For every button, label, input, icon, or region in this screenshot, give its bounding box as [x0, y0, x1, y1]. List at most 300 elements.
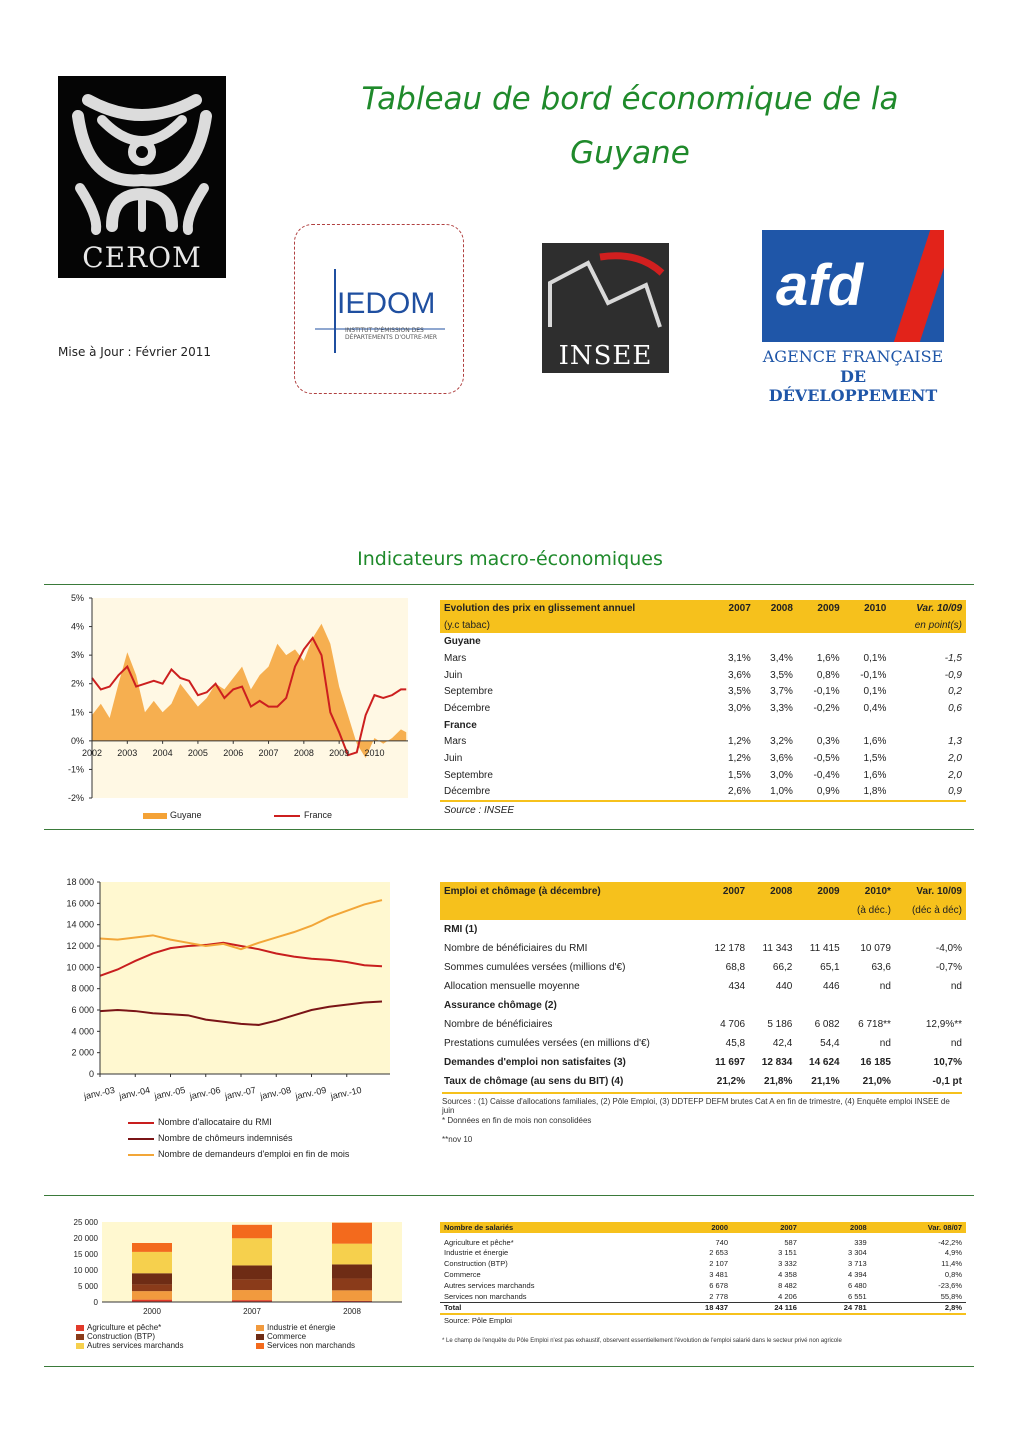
legend-row	[76, 1341, 406, 1350]
bar-segment	[132, 1252, 172, 1273]
y-tick-label: 10 000	[66, 962, 94, 973]
table-source: Source: Pôle Emploi	[440, 1314, 966, 1326]
row-label: Juin	[444, 753, 463, 765]
row-label: Agriculture et pêche*	[444, 1237, 514, 1247]
header-cell: 2010	[844, 600, 891, 617]
table-cell: 0,4%	[863, 702, 887, 714]
x-tick-label: janv.-07	[223, 1084, 257, 1102]
insee-logo	[542, 243, 669, 373]
table-cell: 10,7%	[933, 1057, 962, 1068]
table-cell: 6 678	[709, 1280, 728, 1290]
table-row	[440, 750, 966, 767]
table-cell: 3 304	[847, 1248, 867, 1258]
table-cell: 21,1%	[811, 1076, 840, 1087]
table-cell: 3,0%	[770, 769, 793, 781]
table-row	[440, 1072, 966, 1091]
table-cell: 0,6	[948, 702, 962, 714]
y-tick-label: 25 000	[73, 1218, 98, 1227]
row-label: Autres services marchands	[444, 1280, 535, 1290]
legend-swatch	[256, 1325, 264, 1331]
page-title	[300, 72, 960, 180]
row-label: Septembre	[444, 686, 493, 698]
group-row	[440, 996, 966, 1015]
x-tick-label: janv.-09	[294, 1084, 328, 1102]
source-row	[440, 801, 966, 819]
row-label: Construction (BTP)	[444, 1259, 508, 1269]
table-cell: 1,8%	[863, 786, 887, 798]
insee-mark-icon	[542, 243, 669, 338]
table-row	[440, 958, 966, 977]
table-cell: 1,3	[948, 736, 962, 748]
legend-label: Construction (BTP)	[87, 1332, 156, 1341]
chart-legend	[76, 1323, 406, 1350]
table-cell: 2,0	[948, 753, 962, 765]
table-cell: 740	[715, 1237, 728, 1247]
table-cell: 1,0%	[770, 786, 793, 798]
table-row	[440, 1237, 966, 1248]
table-source: Source : INSEE	[440, 801, 966, 819]
salaries-table	[440, 1222, 966, 1326]
header-cell: (à déc.)	[844, 901, 895, 920]
table-cell: 4 706	[720, 1019, 746, 1030]
table-cell: 6 718**	[858, 1019, 891, 1030]
table-cell: -23,6%	[938, 1280, 962, 1290]
table-cell: -42,2%	[938, 1237, 962, 1247]
legend-row	[76, 1332, 406, 1341]
row-label: Commerce	[444, 1270, 481, 1280]
table-cell: 12 834	[761, 1057, 793, 1068]
divider	[44, 1366, 974, 1367]
header-cell: 2008	[749, 882, 796, 901]
header-cell: Var. 08/07	[871, 1222, 966, 1233]
table-cell: nd	[879, 981, 891, 992]
y-tick-label: 0	[93, 1298, 98, 1307]
table-subheader	[440, 901, 966, 920]
bar-segment	[232, 1238, 272, 1265]
table-cell: -0,5%	[813, 753, 840, 765]
table-cell: 3 481	[709, 1270, 728, 1280]
bar-segment	[332, 1278, 372, 1290]
y-tick-label: 5%	[70, 593, 84, 603]
table-cell: 55,8%	[940, 1291, 962, 1301]
x-tick-label: janv.-05	[153, 1084, 187, 1102]
cerom-logo	[58, 76, 226, 278]
table-cell: 1,5%	[727, 769, 751, 781]
legend-item	[274, 810, 332, 820]
table-cell: 0,9%	[816, 786, 840, 798]
bar-segment	[232, 1290, 272, 1300]
table-note: * Le champ de l'enquête du Pôle Emploi n'est pas exhaustif, observent essentiellement l'évolution de l'emploi salarié dans le secteur privé non agricole	[442, 1338, 842, 1344]
table-cell: 8 482	[778, 1280, 797, 1290]
table-cell: 2 778	[709, 1291, 728, 1301]
group-label: France	[444, 719, 477, 731]
table-cell: 1,2%	[727, 753, 751, 765]
table-row	[440, 1258, 966, 1269]
bar-segment	[332, 1264, 372, 1278]
table-cell: 3 713	[847, 1259, 867, 1269]
table-notes	[442, 1092, 962, 1144]
x-tick-label: 2008	[293, 747, 314, 758]
table-cell: 16 185	[860, 1057, 891, 1068]
y-tick-label: 4%	[70, 621, 84, 632]
table-cell: 3 151	[778, 1248, 797, 1258]
x-tick-label: janv.-08	[259, 1084, 293, 1102]
table-cell: 6 082	[814, 1019, 840, 1030]
table-cell: -1,5	[944, 652, 962, 664]
table-cell: 0,3%	[816, 736, 840, 748]
y-tick-label: 1%	[70, 707, 84, 718]
legend-label: Commerce	[267, 1332, 307, 1341]
table-cell: 3,0%	[727, 702, 751, 714]
legend-label: France	[304, 810, 333, 820]
y-tick-label: 12 000	[66, 941, 94, 951]
row-label: Taux de chômage (au sens du BIT) (4)	[444, 1076, 624, 1087]
table-cell: nd	[879, 1038, 891, 1049]
legend-swatch	[256, 1343, 264, 1349]
row-label: Mars	[444, 736, 467, 748]
legend-swatch	[76, 1343, 84, 1349]
header-cell: 2008	[801, 1222, 871, 1233]
table-cell: 1,5%	[863, 753, 887, 765]
salaries-chart	[44, 1214, 414, 1326]
table-cell: nd	[950, 981, 962, 992]
legend-item	[256, 1332, 306, 1341]
table-cell: 3 332	[778, 1259, 797, 1269]
y-tick-label: 4 000	[71, 1026, 94, 1037]
header-cell: 2007	[713, 600, 755, 617]
table-row	[440, 1015, 966, 1034]
table-cell: 66,2	[772, 962, 793, 973]
legend-item	[256, 1323, 336, 1332]
table-cell: 3,7%	[770, 686, 793, 698]
table-cell: 440	[775, 981, 793, 992]
y-tick-label: 5 000	[77, 1282, 98, 1291]
bar-segment	[132, 1273, 172, 1284]
afd-name-line-2: DE DÉVELOPPEMENT	[768, 367, 938, 405]
table-cell: 2 107	[709, 1259, 728, 1269]
prices-table	[440, 600, 966, 819]
group-row	[440, 633, 966, 650]
table-row	[440, 667, 966, 684]
table-cell: 11 415	[809, 943, 840, 954]
table-cell: 2,6%	[727, 786, 751, 798]
table-cell: 24 781	[801, 1302, 871, 1314]
row-label: Mars	[444, 652, 467, 664]
table-cell: 0,2	[948, 686, 962, 698]
x-tick-label: 2008	[343, 1307, 361, 1316]
table-cell: 45,8	[725, 1038, 746, 1049]
bar-segment	[232, 1225, 272, 1238]
table-cell: 68,8	[725, 962, 746, 973]
title-line-1: Tableau de bord économique de la	[361, 81, 899, 117]
iedom-logo	[294, 224, 464, 394]
legend-label: Autres services marchands	[87, 1341, 184, 1350]
title-line-2: Guyane	[570, 135, 690, 171]
bar-segment	[332, 1290, 372, 1301]
table-header	[440, 882, 966, 901]
table-cell: 42,4	[772, 1038, 793, 1049]
x-tick-label: 2006	[223, 747, 244, 758]
iedom-logo-subtitle: INSTITUT D'ÉMISSION DES DÉPARTEMENTS D'OUTRE-MER	[345, 327, 438, 341]
divider	[44, 1195, 974, 1196]
legend-label: Agriculture et pêche*	[87, 1323, 162, 1332]
row-label: Industrie et énergie	[444, 1248, 509, 1258]
y-tick-label: 16 000	[66, 898, 94, 909]
table-cell: 3,3%	[770, 702, 793, 714]
legend-swatch	[256, 1334, 264, 1340]
x-tick-label: 2003	[117, 747, 138, 758]
y-tick-label: 2 000	[71, 1047, 94, 1058]
legend-swatch	[128, 1154, 154, 1156]
table-cell: 21,2%	[716, 1076, 746, 1087]
divider	[44, 829, 974, 830]
table-cell: 446	[822, 981, 840, 992]
table-cell: -0,1%	[813, 686, 840, 698]
x-tick-label: janv.-03	[82, 1084, 116, 1102]
employment-table	[440, 882, 966, 1091]
bar-segment	[232, 1279, 272, 1290]
table-cell: 12 178	[714, 943, 746, 954]
legend-item	[128, 1130, 349, 1146]
legend-swatch	[128, 1138, 154, 1140]
price-chart	[44, 590, 414, 825]
bar-segment	[332, 1244, 372, 1265]
bar-segment	[132, 1243, 172, 1252]
table-cell: 10 079	[860, 943, 891, 954]
table-cell: 3,5%	[727, 686, 751, 698]
header-cell: en point(s)	[890, 617, 966, 634]
header-cell: (y.c tabac)	[440, 617, 713, 634]
table-cell: -0,1%	[860, 669, 887, 681]
note-line: * Données en fin de mois non consolidées	[442, 1116, 592, 1125]
table-row	[440, 939, 966, 958]
table-row	[440, 683, 966, 700]
table-row	[440, 734, 966, 751]
legend-label: Industrie et énergie	[267, 1323, 336, 1332]
header-cell: 2000	[662, 1222, 732, 1233]
table-cell: 6 551	[847, 1291, 867, 1301]
header-cell: 2009	[796, 882, 843, 901]
x-tick-label: janv.-04	[118, 1084, 152, 1102]
bar-segment	[232, 1265, 272, 1279]
table-cell: 2,8%	[871, 1302, 966, 1314]
y-tick-label: -1%	[67, 764, 84, 775]
table-cell: 63,6	[871, 962, 891, 973]
legend-label: Guyane	[170, 810, 202, 820]
y-tick-label: 0	[88, 1069, 94, 1079]
legend-item	[143, 810, 202, 820]
table-cell: 4 358	[778, 1270, 797, 1280]
table-cell: 339	[854, 1237, 867, 1247]
table-cell: 2,0	[948, 769, 962, 781]
table-cell: 0,8%	[816, 669, 840, 681]
table-cell: 0,1%	[863, 686, 887, 698]
table-cell: 21,8%	[764, 1076, 793, 1087]
table-row	[440, 1034, 966, 1053]
table-cell: 21,0%	[862, 1076, 891, 1087]
legend-row	[76, 1323, 406, 1332]
row-label: Demandes d'emploi non satisfaites (3)	[444, 1057, 626, 1068]
x-tick-label: 2005	[187, 747, 208, 758]
group-label: Assurance chômage (2)	[444, 1000, 557, 1011]
section-title: Indicateurs macro-économiques	[357, 548, 663, 570]
divider	[44, 584, 974, 585]
group-row	[440, 920, 966, 939]
y-tick-label: 18 000	[66, 877, 94, 887]
legend-item	[256, 1341, 355, 1350]
x-tick-label: janv.-10	[329, 1084, 363, 1102]
bar-segment	[332, 1223, 372, 1244]
cerom-logo-text: CEROM	[82, 241, 202, 274]
table-cell: 0,1%	[863, 652, 887, 664]
header-cell: Evolution des prix en glissement annuel	[440, 600, 713, 617]
legend-swatch	[76, 1325, 84, 1331]
table-cell: 54,4	[820, 1038, 840, 1049]
table-row	[440, 784, 966, 802]
table-row	[440, 767, 966, 784]
x-tick-label: 2010	[364, 747, 385, 758]
update-date: Mise à Jour : Février 2011	[58, 345, 212, 359]
table-cell: nd	[950, 1038, 962, 1049]
table-cell: 4,9%	[944, 1248, 962, 1258]
table-cell: 3,2%	[770, 736, 793, 748]
header-cell: 2009	[797, 600, 844, 617]
table-cell: 24 116	[732, 1302, 801, 1314]
table-cell: 12,9%**	[925, 1019, 962, 1030]
table-row	[440, 700, 966, 717]
y-tick-label: 20 000	[73, 1234, 98, 1243]
cerom-emblem-icon	[58, 76, 226, 241]
table-cell: 1,6%	[816, 652, 840, 664]
table-row	[440, 1053, 966, 1072]
x-tick-label: 2009	[329, 747, 350, 758]
x-tick-label: 2007	[243, 1307, 261, 1316]
legend-item	[76, 1341, 256, 1350]
table-cell: 3,4%	[770, 652, 793, 664]
afd-stripe-icon	[894, 230, 944, 342]
header-cell: 2007	[702, 882, 749, 901]
legend-swatch	[76, 1334, 84, 1340]
table-cell: 1,2%	[727, 736, 751, 748]
table-row	[440, 650, 966, 667]
row-label: Nombre de bénéficiaires	[444, 1019, 553, 1030]
table-cell: 0,8%	[944, 1270, 962, 1280]
y-tick-label: 2%	[70, 678, 84, 689]
table-cell: 587	[784, 1237, 797, 1247]
table-row	[440, 1291, 966, 1302]
table-cell: 11 697	[715, 1057, 746, 1068]
table-cell: 14 624	[809, 1057, 840, 1068]
table-cell: 4 394	[847, 1270, 867, 1280]
legend-swatch	[143, 813, 167, 819]
header-cell: Nombre de salariés	[440, 1222, 662, 1233]
group-label: Guyane	[444, 636, 481, 648]
legend-swatch	[274, 815, 300, 817]
y-tick-label: -2%	[67, 793, 84, 803]
table-cell: -0,1 pt	[932, 1076, 962, 1087]
table-cell: 4 206	[778, 1291, 797, 1301]
bar-segment	[132, 1284, 172, 1291]
legend-label: Nombre d'allocataire du RMI	[158, 1117, 272, 1127]
table-subheader	[440, 617, 966, 634]
x-tick-label: 2004	[152, 747, 173, 758]
table-cell: -0,4%	[813, 769, 840, 781]
table-cell: 11,4%	[941, 1259, 962, 1269]
iedom-logo-text: IEDOM	[337, 287, 436, 320]
table-cell: 6 480	[847, 1280, 867, 1290]
x-tick-label: 2002	[81, 747, 103, 758]
y-tick-label: 14 000	[66, 919, 94, 930]
table-header	[440, 1222, 966, 1233]
row-label: Décembre	[444, 786, 491, 798]
table-header	[440, 600, 966, 617]
y-tick-label: 0%	[70, 735, 84, 746]
group-label: RMI (1)	[444, 924, 478, 935]
note-line: Sources : (1) Caisse d'allocations familiales, (2) Pôle Emploi, (3) DDTEFP DEFM brutes Cat A en fin de trimestre, (4) Enquête emploi INSEE de juin	[442, 1097, 950, 1115]
row-label: Allocation mensuelle moyenne	[444, 981, 580, 992]
legend-label: Services non marchands	[267, 1341, 356, 1350]
table-cell: 5 186	[767, 1019, 793, 1030]
table-cell: 18 437	[662, 1302, 732, 1314]
bar-segment	[132, 1291, 172, 1299]
row-label: Septembre	[444, 769, 493, 781]
row-label: Prestations cumulées versées (en millions d'€)	[444, 1038, 650, 1049]
legend-label: Nombre de chômeurs indemnisés	[158, 1133, 293, 1143]
chart-legend	[128, 1114, 349, 1162]
table-cell: 11 343	[762, 943, 793, 954]
legend-swatch	[128, 1122, 154, 1124]
table-row	[440, 1269, 966, 1280]
row-label: Juin	[444, 669, 463, 681]
table-cell: 1,6%	[863, 769, 887, 781]
table-cell: 3,6%	[770, 753, 793, 765]
table-cell: 0,9	[948, 786, 962, 798]
y-tick-label: 10 000	[73, 1266, 98, 1275]
y-tick-label: 6 000	[71, 1005, 94, 1015]
legend-item	[128, 1146, 349, 1162]
insee-logo-text: INSEE	[558, 341, 653, 371]
row-label: Services non marchands	[444, 1291, 527, 1301]
x-tick-label: 2000	[143, 1307, 161, 1316]
header-cell: (déc à déc)	[895, 901, 966, 920]
x-tick-label: janv.-06	[188, 1084, 222, 1102]
table-cell: -0,7%	[935, 962, 962, 973]
y-tick-label: 3%	[70, 650, 84, 661]
table-cell: 2 653	[709, 1248, 728, 1258]
table-row	[440, 977, 966, 996]
afd-logo-text: afd	[776, 253, 863, 318]
table-cell: -0,2%	[813, 702, 840, 714]
y-tick-label: 8 000	[71, 983, 94, 994]
table-cell: 434	[728, 981, 746, 992]
legend-label: Nombre de demandeurs d'emploi en fin de mois	[158, 1149, 350, 1159]
header-cell: Var. 10/09	[895, 882, 966, 901]
group-row	[440, 717, 966, 734]
row-label: Nombre de bénéficiaires du RMI	[444, 943, 588, 954]
table-cell: 3,6%	[727, 669, 751, 681]
legend-item	[76, 1323, 256, 1332]
row-label: Sommes cumulées versées (millions d'€)	[444, 962, 626, 973]
header-cell: 2010*	[844, 882, 895, 901]
employment-chart	[44, 872, 414, 1112]
note-line: **nov 10	[442, 1135, 473, 1144]
afd-name-line-1: AGENCE FRANÇAISE	[762, 347, 944, 366]
table-cell: 1,6%	[863, 736, 887, 748]
table-cell: -0,9	[944, 669, 962, 681]
row-label: Décembre	[444, 702, 491, 714]
legend-item	[76, 1332, 256, 1341]
table-cell: 65,1	[820, 962, 840, 973]
